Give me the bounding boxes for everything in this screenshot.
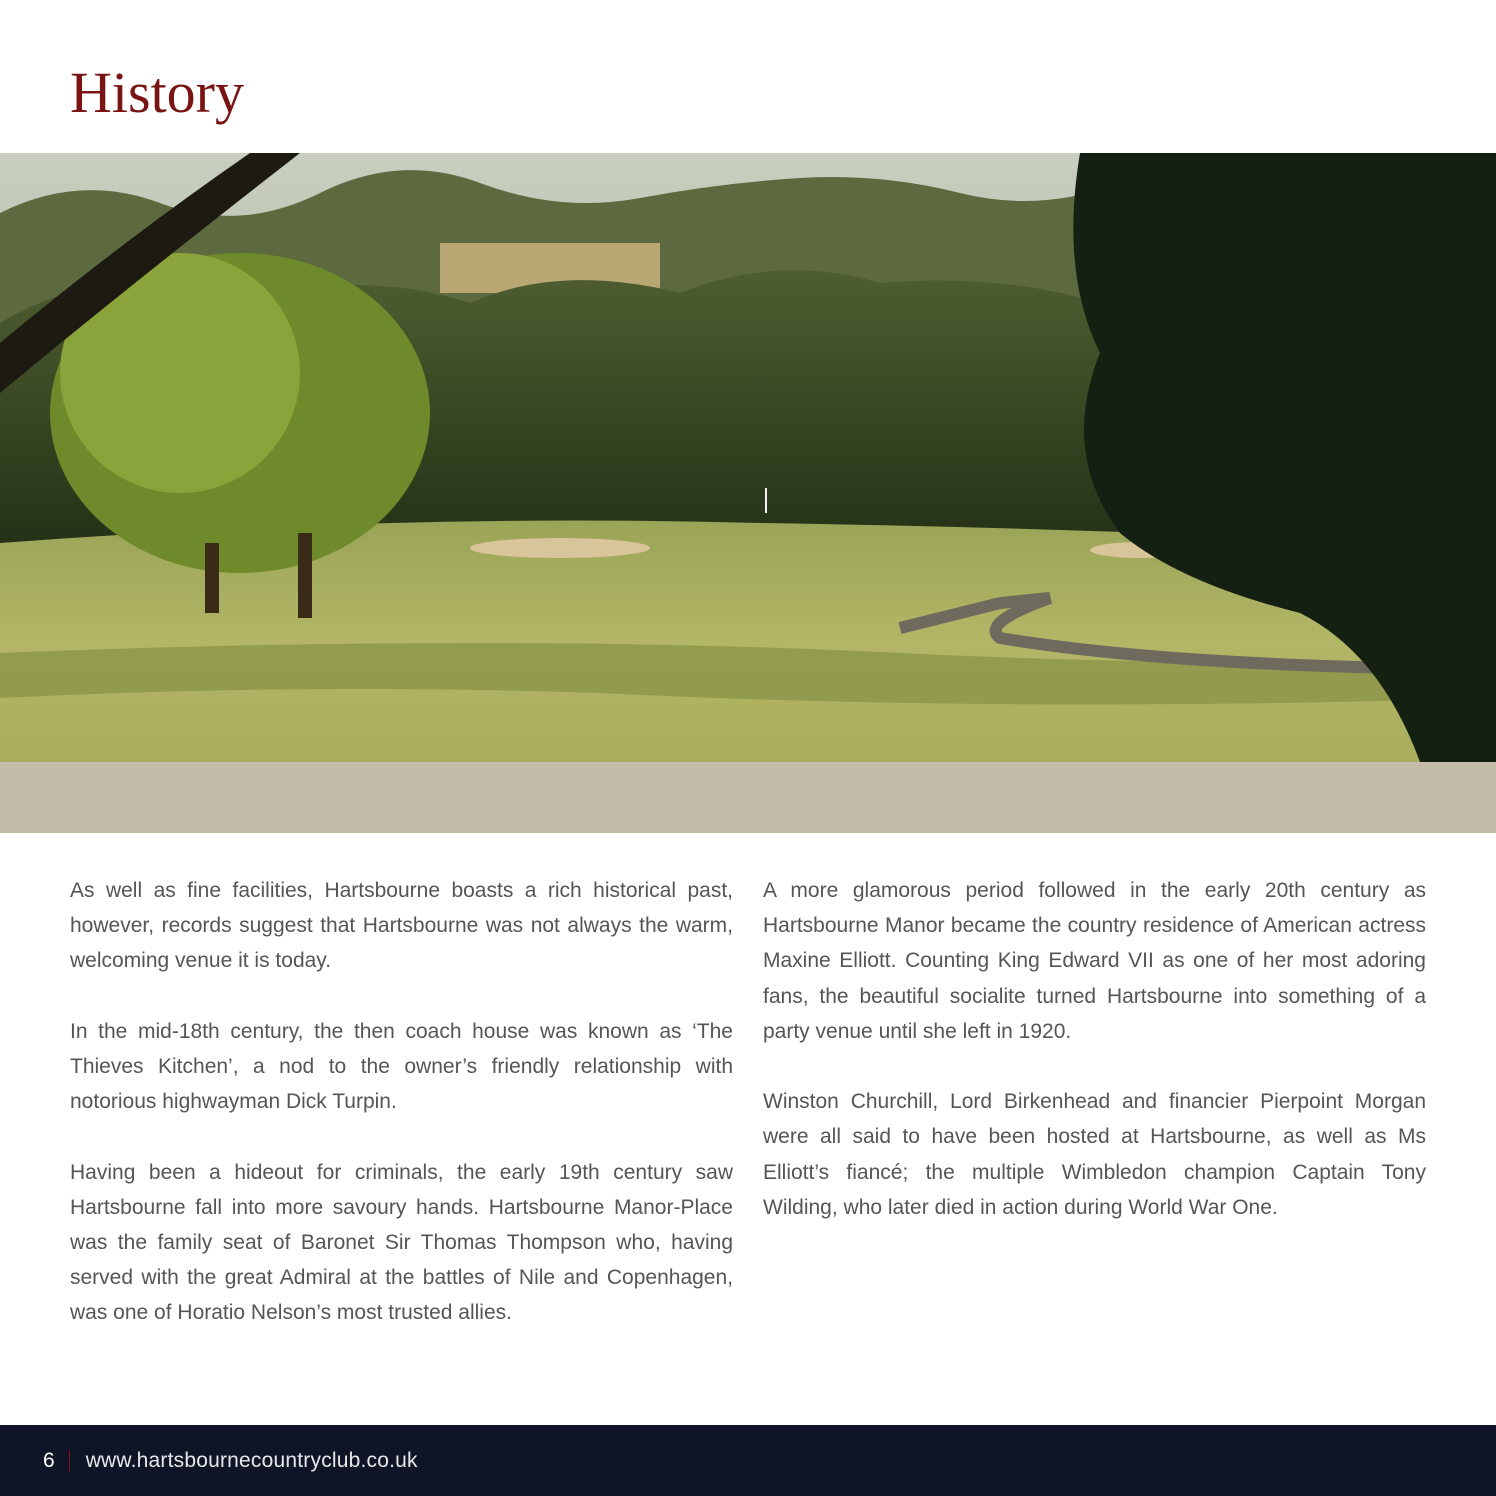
divider-band xyxy=(0,762,1496,833)
page-title: History xyxy=(70,60,244,125)
paragraph: Winston Churchill, Lord Birkenhead and financier Pierpoint Morgan were all said to have been hosted at Hartsbourne, as well as Ms Elliott’s fiancé; the multiple Wimbledon champion Captain Tony Wilding, who later died in action during World War One. xyxy=(763,1090,1426,1219)
footer xyxy=(0,1425,1496,1496)
left-column xyxy=(70,873,733,1366)
paragraph: As well as fine facilities, Hartsbourne boasts a rich historical past, however, records suggest that Hartsbourne was not always the warm, welcoming venue it is today. xyxy=(70,879,733,973)
right-column xyxy=(763,873,1426,1260)
hero-image xyxy=(0,153,1496,762)
paragraph: A more glamorous period followed in the early 20th century as Hartsbourne Manor became the country residence of American actress Maxine Elliott. Counting King Edward VII as one of her most adoring fans, the beautiful socialite turned Hartsbourne into something of a party venue until she left in 1920. xyxy=(763,879,1426,1043)
paragraph: Having been a hideout for criminals, the early 19th century saw Hartsbourne fall into more savoury hands. Hartsbourne Manor-Place was the family seat of Baronet Sir Thomas Thompson who, having served with the great Admiral at the battles of Nile and Copenhagen, was one of Horatio Nelson’s most trusted allies. xyxy=(70,1160,733,1325)
page-number: 6 xyxy=(43,1448,55,1472)
paragraph: In the mid-18th century, the then coach house was known as ‘The Thieves Kitchen’, a nod to the owner’s friendly relationship with notorious highwayman Dick Turpin. xyxy=(70,1019,733,1114)
golf-course-photo xyxy=(0,153,1496,762)
website-link[interactable]: www.hartsbournecountryclub.co.uk xyxy=(85,1448,418,1472)
footer-divider xyxy=(69,1450,70,1472)
